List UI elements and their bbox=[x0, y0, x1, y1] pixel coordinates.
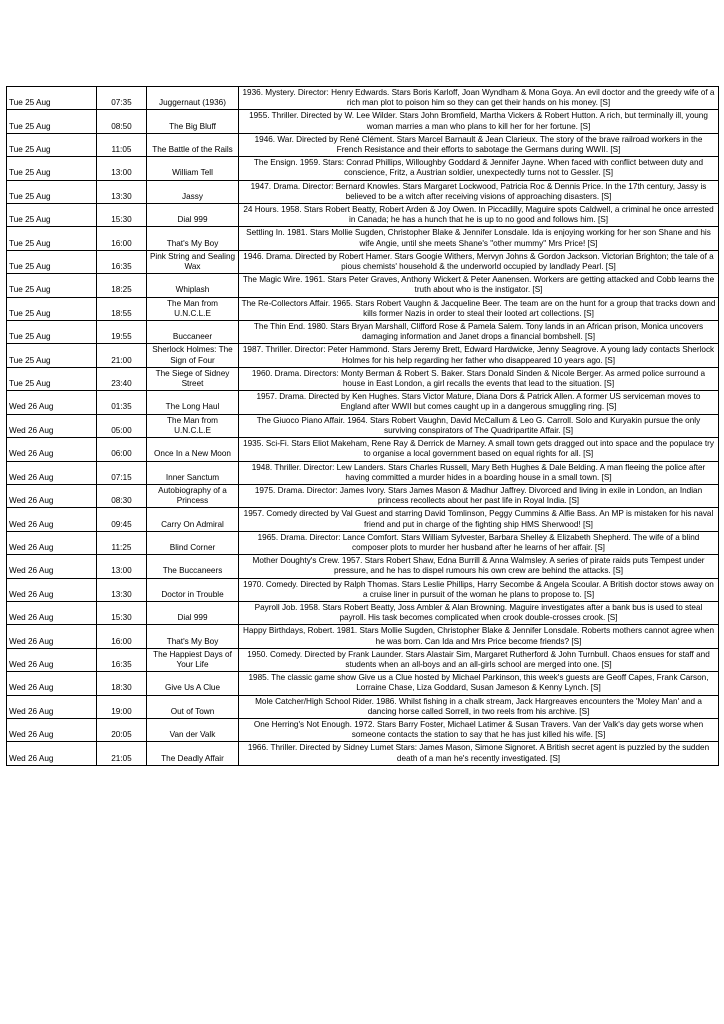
table-row bbox=[7, 321, 719, 344]
table-row bbox=[7, 625, 719, 648]
programme-description: 1955. Thriller. Directed by W. Lee Wilder. Stars John Bromfield, Martha Vickers & Robert Hutton. A rich, but terminally ill, young woman marries a man who plans to kill her for her fortune. [S] bbox=[239, 110, 719, 133]
air-date: Wed 26 Aug bbox=[7, 695, 97, 718]
air-date: Wed 26 Aug bbox=[7, 414, 97, 437]
programme-title: Out of Town bbox=[147, 695, 239, 718]
programme-title: The Siege of Sidney Street bbox=[147, 367, 239, 390]
programme-description: 1948. Thriller. Director: Lew Landers. Stars Charles Russell, Mary Beth Hughes & Dale Belding. A man fleeing the police after having committed a murder hides in a boarding house in a small town. [S] bbox=[239, 461, 719, 484]
air-date: Tue 25 Aug bbox=[7, 367, 97, 390]
table-row bbox=[7, 180, 719, 203]
programme-title: Once In a New Moon bbox=[147, 438, 239, 461]
table-row bbox=[7, 110, 719, 133]
table-row bbox=[7, 672, 719, 695]
programme-description: 1946. Drama. Directed by Robert Hamer. Stars Googie Withers, Mervyn Johns & Gordon Jackson. Victorian Brighton; the tale of a pious chemists' household & the underworld occupied by landlady Pearl. [S] bbox=[239, 250, 719, 273]
programme-description: One Herring's Not Enough. 1972. Stars Barry Foster, Michael Latimer & Susan Travers. Van der Valk's day gets worse when someone contacts the station to say that he has just killed his wife. [S] bbox=[239, 718, 719, 741]
table-row bbox=[7, 204, 719, 227]
air-time: 16:00 bbox=[97, 227, 147, 250]
programme-description: 1985. The classic game show Give us a Clue hosted by Michael Parkinson, this week's guests are Geoff Capes, Frank Carson, Lorraine Chase, Liza Goddard, Susan Jameson & Kenny Lynch. [S] bbox=[239, 672, 719, 695]
table-row bbox=[7, 531, 719, 554]
air-date: Wed 26 Aug bbox=[7, 531, 97, 554]
air-time: 13:00 bbox=[97, 157, 147, 180]
programme-title: Jassy bbox=[147, 180, 239, 203]
air-date: Tue 25 Aug bbox=[7, 321, 97, 344]
programme-description: 1935. Sci-Fi. Stars Eliot Makeham, Rene Ray & Derrick de Marney. A small town gets dragged out into space and the populace try to organise a local government based on equal rights for all. [S] bbox=[239, 438, 719, 461]
programme-description: 24 Hours. 1958. Stars Robert Beatty, Robert Arden & Joy Owen. In Piccadilly, Maguire spots Caldwell, a criminal he once arrested in Canada; he has a hunch that he is up to no good and follows him. [S] bbox=[239, 204, 719, 227]
air-time: 16:35 bbox=[97, 250, 147, 273]
table-row bbox=[7, 648, 719, 671]
programme-title: Juggernaut (1936) bbox=[147, 87, 239, 110]
programme-title: Whiplash bbox=[147, 274, 239, 297]
air-time: 19:55 bbox=[97, 321, 147, 344]
air-time: 11:25 bbox=[97, 531, 147, 554]
air-date: Tue 25 Aug bbox=[7, 227, 97, 250]
air-date: Tue 25 Aug bbox=[7, 110, 97, 133]
programme-title: The Man from U.N.C.L.E bbox=[147, 414, 239, 437]
air-date: Tue 25 Aug bbox=[7, 344, 97, 367]
air-date: Tue 25 Aug bbox=[7, 180, 97, 203]
air-time: 13:00 bbox=[97, 555, 147, 578]
schedule-table bbox=[6, 86, 719, 766]
air-date: Tue 25 Aug bbox=[7, 274, 97, 297]
air-time: 06:00 bbox=[97, 438, 147, 461]
table-row bbox=[7, 250, 719, 273]
air-date: Wed 26 Aug bbox=[7, 672, 97, 695]
programme-title: Buccaneer bbox=[147, 321, 239, 344]
programme-description: The Magic Wire. 1961. Stars Peter Graves, Anthony Wickert & Peter Aanensen. Workers are getting attacked and Cobb learns the truth about who is the instigator. [S] bbox=[239, 274, 719, 297]
programme-title: The Happiest Days of Your Life bbox=[147, 648, 239, 671]
table-row bbox=[7, 461, 719, 484]
table-row bbox=[7, 718, 719, 741]
programme-description: 1960. Drama. Directors: Monty Berman & Robert S. Baker. Stars Donald Sinden & Nicole Berger. As armed police surround a house in East London, a girl recalls the events that lead to the situation. [S] bbox=[239, 367, 719, 390]
programme-description: The Giuoco Piano Affair. 1964. Stars Robert Vaughn, David McCallum & Leo G. Carroll. Solo and Kuryakin pursue the only surviving conspirators of The Quadripartite Affair. [S] bbox=[239, 414, 719, 437]
air-date: Wed 26 Aug bbox=[7, 391, 97, 414]
air-date: Wed 26 Aug bbox=[7, 648, 97, 671]
programme-title: The Battle of the Rails bbox=[147, 133, 239, 156]
programme-description: 1970. Comedy. Directed by Ralph Thomas. Stars Leslie Phillips, Harry Secombe & Angela Scoular. A British doctor stows away on a cruise liner in pursuit of the woman he plans to propose to. [S] bbox=[239, 578, 719, 601]
table-row bbox=[7, 695, 719, 718]
programme-description: 1975. Drama. Director: James Ivory. Stars James Mason & Madhur Jaffrey. Divorced and living in exile in London, an Indian princess recollects about her past life in Royal India. [S] bbox=[239, 484, 719, 507]
programme-title: Blind Corner bbox=[147, 531, 239, 554]
air-time: 08:30 bbox=[97, 484, 147, 507]
air-date: Wed 26 Aug bbox=[7, 718, 97, 741]
programme-title: Van der Valk bbox=[147, 718, 239, 741]
programme-title: The Deadly Affair bbox=[147, 742, 239, 765]
air-time: 08:50 bbox=[97, 110, 147, 133]
programme-description: The Ensign. 1959. Stars: Conrad Phillips, Willoughby Goddard & Jennifer Jayne. When faced with conflict between duty and conscience, Fritz, a Austrian soldier, unexpectedly turns not to Gessler. [S] bbox=[239, 157, 719, 180]
air-time: 15:30 bbox=[97, 601, 147, 624]
air-time: 09:45 bbox=[97, 508, 147, 531]
air-date: Wed 26 Aug bbox=[7, 742, 97, 765]
programme-title: The Long Haul bbox=[147, 391, 239, 414]
air-time: 13:30 bbox=[97, 578, 147, 601]
programme-description: 1965. Drama. Director: Lance Comfort. Stars William Sylvester, Barbara Shelley & Elizabeth Shepherd. The wife of a blind composer plots to murder her husband after he learns of her affair. [S] bbox=[239, 531, 719, 554]
air-date: Wed 26 Aug bbox=[7, 438, 97, 461]
programme-description: 1966. Thriller. Directed by Sidney Lumet Stars: James Mason, Simone Signoret. A British secret agent is puzzled by the sudden death of a man he's recently investigated. [S] bbox=[239, 742, 719, 765]
table-row bbox=[7, 484, 719, 507]
air-time: 16:00 bbox=[97, 625, 147, 648]
table-row bbox=[7, 227, 719, 250]
air-time: 20:05 bbox=[97, 718, 147, 741]
programme-description: Settling In. 1981. Stars Mollie Sugden, Christopher Blake & Jennifer Lonsdale. Ida is enjoying working for her son Shane and his wife Angie, until she meets Shane's "other mummy" Mrs Price! [S] bbox=[239, 227, 719, 250]
programme-description: Happy Birthdays, Robert. 1981. Stars Mollie Sugden, Christopher Blake & Jennifer Lonsdale. Roberts mothers cannot agree when he was born. Can Ida and Mrs Price become friends? [S] bbox=[239, 625, 719, 648]
programme-title: That's My Boy bbox=[147, 227, 239, 250]
programme-title: Doctor in Trouble bbox=[147, 578, 239, 601]
schedule-rows bbox=[7, 87, 719, 766]
table-row bbox=[7, 578, 719, 601]
air-time: 15:30 bbox=[97, 204, 147, 227]
programme-title: Dial 999 bbox=[147, 601, 239, 624]
programme-description: The Thin End. 1980. Stars Bryan Marshall, Clifford Rose & Pamela Salem. Tony lands in an African prison, Monica uncovers damaging information and Janet drops a financial bombshell. [S] bbox=[239, 321, 719, 344]
table-row bbox=[7, 274, 719, 297]
programme-title: The Man from U.N.C.L.E bbox=[147, 297, 239, 320]
air-date: Wed 26 Aug bbox=[7, 461, 97, 484]
air-date: Tue 25 Aug bbox=[7, 297, 97, 320]
programme-description: 1987. Thriller. Director: Peter Hammond. Stars Jeremy Brett, Edward Hardwicke, Jenny Seagrove. A young lady contacts Sherlock Holmes for his help regarding her father who disappeared 10 years ago. [S] bbox=[239, 344, 719, 367]
air-time: 07:35 bbox=[97, 87, 147, 110]
programme-title: Carry On Admiral bbox=[147, 508, 239, 531]
table-row bbox=[7, 508, 719, 531]
programme-description: 1957. Comedy directed by Val Guest and starring David Tomlinson, Peggy Cummins & Alfie Bass. An MP is mistaken for his naval friend and put in charge of the fighting ship HMS Sherwood! [S] bbox=[239, 508, 719, 531]
programme-description: 1957. Drama. Directed by Ken Hughes. Stars Victor Mature, Diana Dors & Patrick Allen. A former US serviceman moves to England after WWII but comes caught up in a dangerous smuggling ring. [S] bbox=[239, 391, 719, 414]
air-date: Tue 25 Aug bbox=[7, 250, 97, 273]
air-date: Tue 25 Aug bbox=[7, 157, 97, 180]
air-time: 18:55 bbox=[97, 297, 147, 320]
table-row bbox=[7, 344, 719, 367]
air-time: 11:05 bbox=[97, 133, 147, 156]
programme-title: Inner Sanctum bbox=[147, 461, 239, 484]
air-time: 05:00 bbox=[97, 414, 147, 437]
air-date: Tue 25 Aug bbox=[7, 87, 97, 110]
table-row bbox=[7, 601, 719, 624]
air-time: 18:30 bbox=[97, 672, 147, 695]
air-time: 16:35 bbox=[97, 648, 147, 671]
air-date: Tue 25 Aug bbox=[7, 204, 97, 227]
air-time: 19:00 bbox=[97, 695, 147, 718]
table-row bbox=[7, 133, 719, 156]
programme-description: 1950. Comedy. Directed by Frank Launder. Stars Alastair Sim, Margaret Rutherford & John Turnbull. Chaos ensues for staff and students when an all-boys and an all-girls school are merged into one. [S] bbox=[239, 648, 719, 671]
air-date: Tue 25 Aug bbox=[7, 133, 97, 156]
table-row bbox=[7, 87, 719, 110]
table-row bbox=[7, 157, 719, 180]
table-row bbox=[7, 555, 719, 578]
programme-description: 1946. War. Directed by René Clément. Stars Marcel Barnault & Jean Clarieux. The story of the brave railroad workers in the French Resistance and their efforts to sabotage the Germans during WWII. [S] bbox=[239, 133, 719, 156]
air-date: Wed 26 Aug bbox=[7, 508, 97, 531]
programme-description: The Re-Collectors Affair. 1965. Stars Robert Vaughn & Jacqueline Beer. The team are on the hunt for a group that tracks down and kills former Nazis in order to steal their looted art collections. [S] bbox=[239, 297, 719, 320]
programme-description: Mother Doughty's Crew. 1957. Stars Robert Shaw, Edna Burrill & Anna Walmsley. A series of pirate raids puts Tempest under pressure, and he has to dispel rumours his own crew are behind the attacks. [S] bbox=[239, 555, 719, 578]
programme-title: William Tell bbox=[147, 157, 239, 180]
air-time: 07:15 bbox=[97, 461, 147, 484]
air-date: Wed 26 Aug bbox=[7, 578, 97, 601]
table-row bbox=[7, 414, 719, 437]
air-time: 01:35 bbox=[97, 391, 147, 414]
table-row bbox=[7, 391, 719, 414]
air-time: 21:05 bbox=[97, 742, 147, 765]
programme-title: The Buccaneers bbox=[147, 555, 239, 578]
table-row bbox=[7, 742, 719, 765]
air-time: 23:40 bbox=[97, 367, 147, 390]
programme-description: Payroll Job. 1958. Stars Robert Beatty, Joss Ambler & Alan Browning. Maguire investigates after a bank bus is used to steal payroll. His task becomes complicated when crook double-crosses crook. [S] bbox=[239, 601, 719, 624]
programme-title: Give Us A Clue bbox=[147, 672, 239, 695]
table-row bbox=[7, 367, 719, 390]
programme-description: 1947. Drama. Director: Bernard Knowles. Stars Margaret Lockwood, Patricia Roc & Dennis Price. In the 17th century, Jassy is believed to be a witch after receiving visions of approaching disasters. [S] bbox=[239, 180, 719, 203]
table-row bbox=[7, 297, 719, 320]
air-time: 13:30 bbox=[97, 180, 147, 203]
air-date: Wed 26 Aug bbox=[7, 555, 97, 578]
air-date: Wed 26 Aug bbox=[7, 484, 97, 507]
programme-title: Autobiography of a Princess bbox=[147, 484, 239, 507]
air-date: Wed 26 Aug bbox=[7, 625, 97, 648]
table-row bbox=[7, 438, 719, 461]
programme-description: 1936. Mystery. Director: Henry Edwards. Stars Boris Karloff, Joan Wyndham & Mona Goya. An evil doctor and the greedy wife of a rich man plot to poison him so they can get their hands on his money. [S] bbox=[239, 87, 719, 110]
air-time: 21:00 bbox=[97, 344, 147, 367]
air-date: Wed 26 Aug bbox=[7, 601, 97, 624]
programme-description: Mole Catcher/High School Rider. 1986. Whilst fishing in a chalk stream, Jack Hargreaves encounters the 'Moley Man' and a dancing horse called Sorrell, in two reels from his archive. [S] bbox=[239, 695, 719, 718]
programme-title: That's My Boy bbox=[147, 625, 239, 648]
programme-title: Dial 999 bbox=[147, 204, 239, 227]
air-time: 18:25 bbox=[97, 274, 147, 297]
programme-title: Pink String and Sealing Wax bbox=[147, 250, 239, 273]
programme-title: Sherlock Holmes: The Sign of Four bbox=[147, 344, 239, 367]
programme-title: The Big Bluff bbox=[147, 110, 239, 133]
